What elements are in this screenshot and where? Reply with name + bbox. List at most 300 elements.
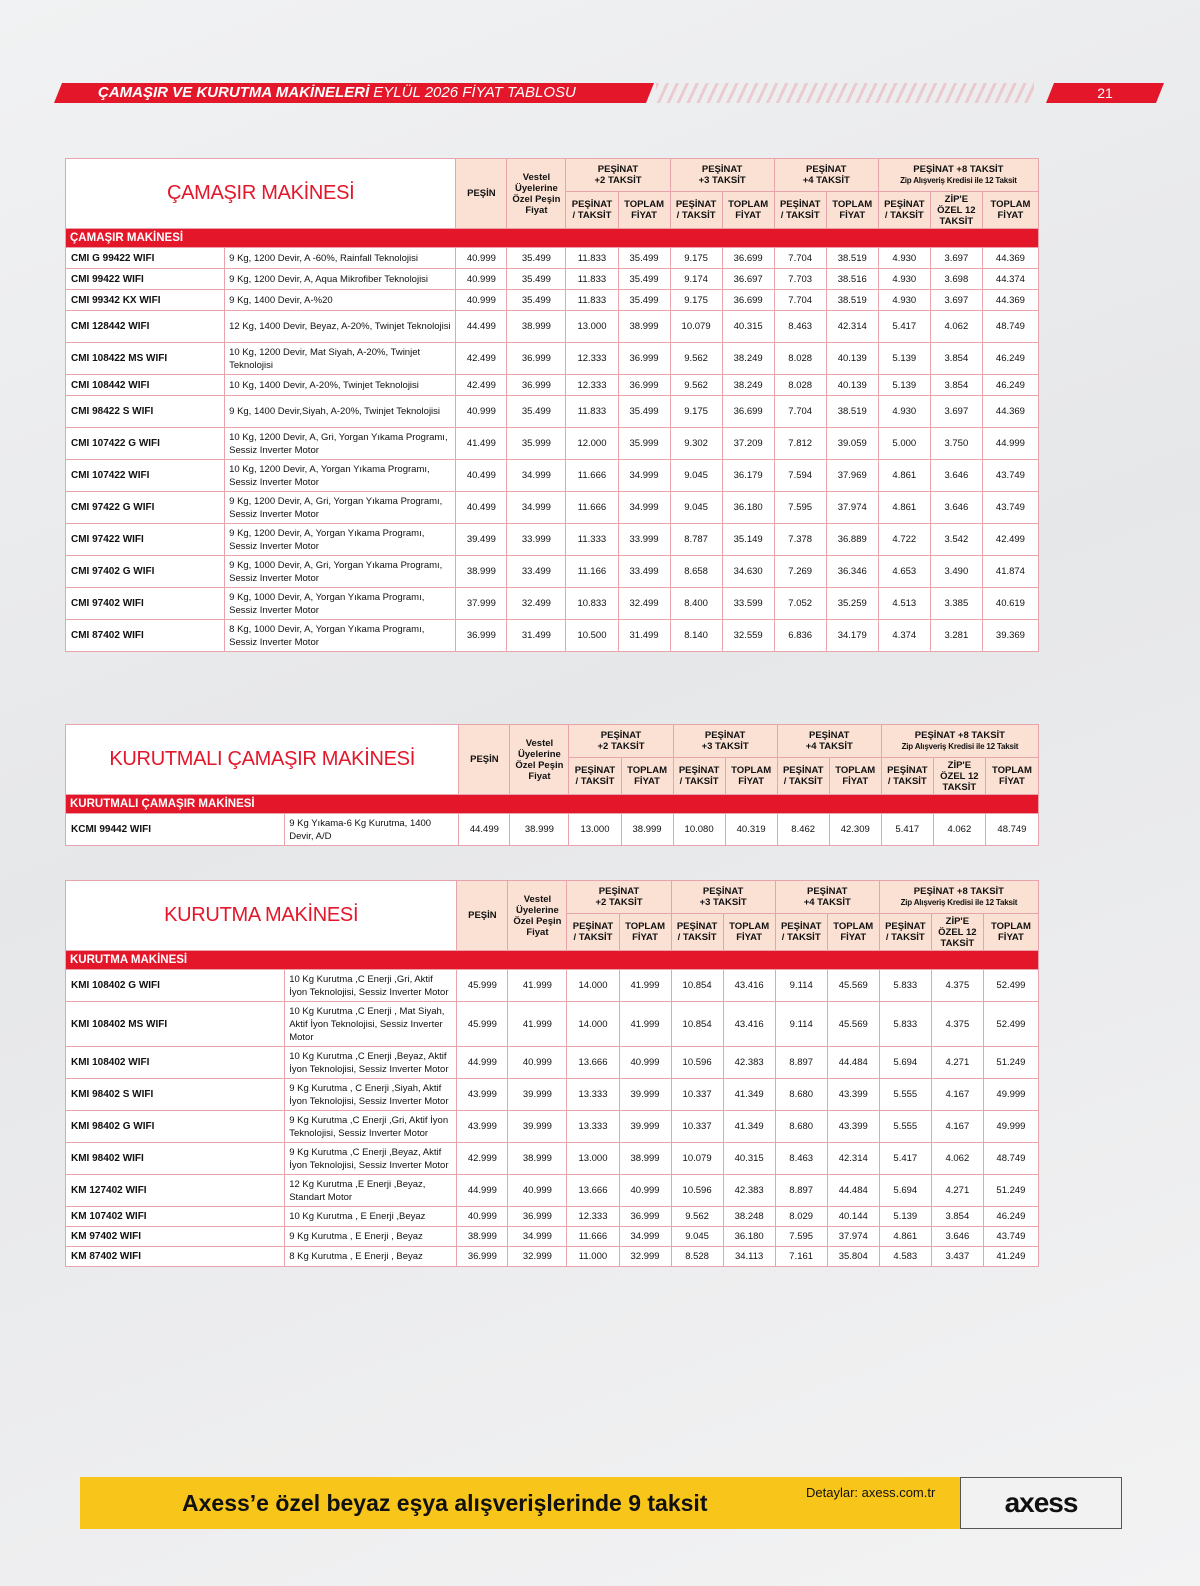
model-cell: CMI 97422 G WIFI (66, 492, 225, 524)
price-cell: 35.499 (507, 269, 566, 290)
price-cell: 34.999 (619, 1227, 671, 1247)
price-cell: 33.999 (618, 524, 670, 556)
price-cell: 42.499 (456, 375, 507, 396)
price-cell: 43.399 (827, 1079, 879, 1111)
price-cell: 9.114 (775, 1002, 827, 1047)
price-cell: 36.179 (722, 460, 774, 492)
price-cell: 45.569 (827, 970, 879, 1002)
model-cell: KMI 98402 G WIFI (66, 1111, 285, 1143)
price-cell: 4.930 (878, 269, 930, 290)
price-cell: 10.596 (671, 1047, 723, 1079)
price-cell: 32.999 (508, 1247, 567, 1267)
price-cell: 5.694 (879, 1047, 931, 1079)
page-title (98, 84, 576, 102)
price-cell: 38.519 (826, 290, 878, 311)
price-cell: 41.999 (508, 1002, 567, 1047)
table-row (66, 970, 1039, 1002)
col-toplam-fiyat: TOPLAM FİYAT (985, 758, 1038, 795)
price-cell: 46.249 (983, 1207, 1038, 1227)
price-cell: 9.302 (670, 428, 722, 460)
axess-logo (960, 1477, 1122, 1529)
price-cell: 36.999 (618, 375, 670, 396)
table-title: KURUTMALI ÇAMAŞIR MAKİNESİ (66, 725, 459, 795)
price-cell: 38.519 (826, 248, 878, 269)
table-row (66, 1207, 1039, 1227)
price-cell: 5.139 (878, 343, 930, 375)
price-cell: 48.749 (982, 311, 1038, 343)
price-cell: 32.999 (619, 1247, 671, 1267)
price-cell: 8.028 (774, 343, 826, 375)
price-cell: 44.369 (982, 290, 1038, 311)
price-cell: 36.999 (507, 343, 566, 375)
price-cell: 10.833 (566, 588, 618, 620)
price-cell: 34.630 (722, 556, 774, 588)
description-cell: 9 Kg Yıkama-6 Kg Kurutma, 1400 Devir, A/D (285, 814, 459, 846)
table-row (66, 428, 1039, 460)
price-cell: 40.999 (619, 1175, 671, 1207)
price-cell: 3.437 (931, 1247, 983, 1267)
col-group-8-taksit: PEŞİNAT +8 TAKSİT Zip Alışveriş Kredisi ile 12 Taksit (881, 725, 1038, 758)
price-cell: 40.999 (508, 1047, 567, 1079)
price-cell: 4.930 (878, 248, 930, 269)
price-cell: 11.333 (566, 524, 618, 556)
col-group-4-taksit: PEŞİNAT +4 TAKSİT (774, 159, 878, 192)
col-vestel: Vestel Üyelerine Özel Peşin Fiyat (507, 159, 566, 229)
price-cell: 38.999 (618, 311, 670, 343)
description-cell: 9 Kg, 1400 Devir, A-%20 (225, 290, 456, 311)
col-group-3-taksit: PEŞİNAT +3 TAKSİT (671, 881, 775, 914)
price-cell: 9.045 (670, 460, 722, 492)
price-cell: 40.499 (456, 492, 507, 524)
description-cell: 10 Kg Kurutma , E Enerji ,Beyaz (285, 1207, 457, 1227)
col-zip-ozel-12-taksit: ZİP'E ÖZEL 12 TAKSİT (931, 914, 983, 951)
description-cell: 8 Kg, 1000 Devir, A, Yorgan Yıkama Programı, Sessiz Inverter Motor (225, 620, 456, 652)
description-cell: 10 Kg, 1200 Devir, A, Gri, Yorgan Yıkama Programı, Sessiz Inverter Motor (225, 428, 456, 460)
price-cell: 40.315 (722, 311, 774, 343)
price-cell: 43.749 (982, 460, 1038, 492)
price-cell: 39.499 (456, 524, 507, 556)
price-cell: 3.385 (930, 588, 982, 620)
price-cell: 43.399 (827, 1111, 879, 1143)
price-cell: 4.062 (931, 1143, 983, 1175)
price-cell: 4.930 (878, 396, 930, 428)
table-row (66, 1111, 1039, 1143)
price-cell: 42.499 (982, 524, 1038, 556)
description-cell: 9 Kg, 1200 Devir, A -60%, Rainfall Teknolojisi (225, 248, 456, 269)
price-cell: 44.999 (457, 1047, 508, 1079)
price-cell: 41.999 (508, 970, 567, 1002)
price-cell: 43.999 (457, 1111, 508, 1143)
header-stripes (656, 83, 1034, 103)
col-pesinat-taksit: PEŞİNAT / TAKSİT (673, 758, 725, 795)
price-cell: 5.000 (878, 428, 930, 460)
price-cell: 46.249 (982, 343, 1038, 375)
page-number: 21 (1097, 85, 1113, 101)
price-cell: 9.114 (775, 970, 827, 1002)
model-cell: KCMI 99442 WIFI (66, 814, 285, 846)
price-cell: 5.833 (879, 970, 931, 1002)
price-cell: 7.704 (774, 248, 826, 269)
price-cell: 35.499 (618, 248, 670, 269)
price-cell: 11.833 (566, 396, 618, 428)
price-cell: 39.999 (508, 1111, 567, 1143)
price-cell: 34.179 (826, 620, 878, 652)
price-cell: 42.314 (827, 1143, 879, 1175)
promo-details-link[interactable]: Detaylar: axess.com.tr (806, 1485, 936, 1500)
price-cell: 36.999 (456, 620, 507, 652)
page-title-bold: ÇAMAŞIR VE KURUTMA MAKİNELERİ (98, 84, 370, 101)
price-cell: 8.680 (775, 1111, 827, 1143)
price-cell: 4.930 (878, 290, 930, 311)
price-cell: 5.417 (881, 814, 933, 846)
price-cell: 40.139 (826, 375, 878, 396)
price-cell: 33.499 (507, 556, 566, 588)
model-cell: CMI 87402 WIFI (66, 620, 225, 652)
price-cell: 43.749 (982, 492, 1038, 524)
page-title-rest: EYLÜL 2026 FİYAT TABLOSU (373, 84, 576, 101)
price-cell: 8.897 (775, 1047, 827, 1079)
price-cell: 44.374 (982, 269, 1038, 290)
price-cell: 40.999 (456, 248, 507, 269)
price-cell: 13.666 (567, 1047, 619, 1079)
col-group-2-taksit: PEŞİNAT +2 TAKSİT (566, 159, 670, 192)
price-cell: 9.562 (670, 375, 722, 396)
price-cell: 36.346 (826, 556, 878, 588)
col-pesinat-taksit: PEŞİNAT / TAKSİT (671, 914, 723, 951)
price-cell: 36.999 (507, 375, 566, 396)
price-cell: 4.167 (931, 1079, 983, 1111)
price-cell: 9.562 (671, 1207, 723, 1227)
model-cell: KMI 108402 MS WIFI (66, 1002, 285, 1047)
model-cell: CMI 99422 WIFI (66, 269, 225, 290)
price-cell: 41.999 (619, 1002, 671, 1047)
price-cell: 9.175 (670, 248, 722, 269)
price-cell: 51.249 (983, 1175, 1038, 1207)
description-cell: 10 Kg Kurutma ,C Enerji ,Gri, Aktif İyon Teknolojisi, Sessiz Inverter Motor (285, 970, 457, 1002)
price-cell: 12.333 (566, 343, 618, 375)
col-zip-ozel-12-taksit: ZİP'E ÖZEL 12 TAKSİT (933, 758, 985, 795)
price-cell: 4.653 (878, 556, 930, 588)
description-cell: 9 Kg Kurutma , C Enerji ,Siyah, Aktif İyon Teknolojisi, Sessiz Inverter Motor (285, 1079, 457, 1111)
price-cell: 32.499 (618, 588, 670, 620)
price-cell: 37.974 (827, 1227, 879, 1247)
price-cell: 11.833 (566, 269, 618, 290)
model-cell: KM 87402 WIFI (66, 1247, 285, 1267)
col-toplam-fiyat: TOPLAM FİYAT (829, 758, 881, 795)
price-cell: 9.175 (670, 290, 722, 311)
price-cell: 39.059 (826, 428, 878, 460)
description-cell: 10 Kg Kurutma ,C Enerji , Mat Siyah, Aktif İyon Teknolojisi, Sessiz Inverter Motor (285, 1002, 457, 1047)
col-group-3-taksit: PEŞİNAT +3 TAKSİT (670, 159, 774, 192)
price-cell: 10.080 (673, 814, 725, 846)
col-toplam-fiyat: TOPLAM FİYAT (827, 914, 879, 951)
price-cell: 3.542 (930, 524, 982, 556)
price-cell: 11.666 (566, 460, 618, 492)
table-row (66, 1247, 1039, 1267)
col-group-2-taksit: PEŞİNAT +2 TAKSİT (569, 725, 673, 758)
model-cell: CMI 97402 G WIFI (66, 556, 225, 588)
price-cell: 42.999 (457, 1143, 508, 1175)
col-pesinat-taksit: PEŞİNAT / TAKSİT (774, 192, 826, 229)
price-cell: 38.248 (723, 1207, 775, 1227)
price-cell: 35.499 (618, 269, 670, 290)
col-toplam-fiyat: TOPLAM FİYAT (621, 758, 673, 795)
price-cell: 38.999 (621, 814, 673, 846)
price-cell: 41.349 (723, 1079, 775, 1111)
price-cell: 8.528 (671, 1247, 723, 1267)
table-title: KURUTMA MAKİNESİ (66, 881, 457, 951)
table-row (66, 588, 1039, 620)
price-cell: 36.697 (722, 269, 774, 290)
price-cell: 31.499 (618, 620, 670, 652)
price-cell: 35.999 (618, 428, 670, 460)
price-cell: 3.646 (931, 1227, 983, 1247)
price-cell: 43.416 (723, 1002, 775, 1047)
model-cell: CMI 97422 WIFI (66, 524, 225, 556)
col-group-2-taksit: PEŞİNAT +2 TAKSİT (567, 881, 671, 914)
model-cell: CMI 98422 S WIFI (66, 396, 225, 428)
price-cell: 7.052 (774, 588, 826, 620)
price-cell: 4.861 (878, 460, 930, 492)
price-cell: 44.484 (827, 1047, 879, 1079)
price-cell: 36.999 (457, 1247, 508, 1267)
model-cell: KMI 108402 WIFI (66, 1047, 285, 1079)
description-cell: 9 Kg, 1000 Devir, A, Gri, Yorgan Yıkama Programı, Sessiz Inverter Motor (225, 556, 456, 588)
price-cell: 8.463 (774, 311, 826, 343)
col-toplam-fiyat: TOPLAM FİYAT (982, 192, 1038, 229)
axess-logo-text: axess (1004, 1487, 1078, 1518)
price-cell: 4.513 (878, 588, 930, 620)
table-row (66, 311, 1039, 343)
price-cell: 36.180 (723, 1227, 775, 1247)
price-cell: 31.499 (507, 620, 566, 652)
model-cell: KM 107402 WIFI (66, 1207, 285, 1227)
price-cell: 39.999 (619, 1079, 671, 1111)
price-cell: 7.594 (774, 460, 826, 492)
price-cell: 13.000 (566, 311, 618, 343)
table-row (66, 556, 1039, 588)
description-cell: 9 Kg, 1200 Devir, A, Gri, Yorgan Yıkama Programı, Sessiz Inverter Motor (225, 492, 456, 524)
col-pesinat-taksit: PEŞİNAT / TAKSİT (567, 914, 619, 951)
price-cell: 34.999 (508, 1227, 567, 1247)
col-toplam-fiyat: TOPLAM FİYAT (722, 192, 774, 229)
price-cell: 38.999 (507, 311, 566, 343)
col-toplam-fiyat: TOPLAM FİYAT (723, 914, 775, 951)
description-cell: 10 Kg, 1200 Devir, Mat Siyah, A-20%, Twinjet Teknolojisi (225, 343, 456, 375)
col-vestel: Vestel Üyelerine Özel Peşin Fiyat (510, 725, 569, 795)
price-cell: 40.999 (456, 396, 507, 428)
dryer-table (65, 880, 1039, 1267)
price-cell: 52.499 (983, 970, 1038, 1002)
table-row (66, 524, 1039, 556)
price-cell: 44.499 (456, 311, 507, 343)
price-cell: 10.079 (671, 1143, 723, 1175)
price-cell: 49.999 (983, 1079, 1038, 1111)
price-cell: 5.555 (879, 1111, 931, 1143)
price-cell: 40.319 (725, 814, 777, 846)
price-cell: 3.697 (930, 290, 982, 311)
model-cell: CMI 97402 WIFI (66, 588, 225, 620)
price-cell: 42.383 (723, 1047, 775, 1079)
price-cell: 37.999 (456, 588, 507, 620)
col-toplam-fiyat: TOPLAM FİYAT (725, 758, 777, 795)
description-cell: 9 Kg, 1400 Devir,Siyah, A-20%, Twinjet Teknolojisi (225, 396, 456, 428)
col-pesinat-taksit: PEŞİNAT / TAKSİT (566, 192, 618, 229)
price-cell: 12.333 (566, 375, 618, 396)
price-cell: 40.315 (723, 1143, 775, 1175)
price-cell: 42.314 (826, 311, 878, 343)
price-cell: 7.812 (774, 428, 826, 460)
price-cell: 40.999 (456, 269, 507, 290)
model-cell: KMI 98402 WIFI (66, 1143, 285, 1175)
description-cell: 9 Kg Kurutma ,C Enerji ,Beyaz, Aktif İyon Teknolojisi, Sessiz Inverter Motor (285, 1143, 457, 1175)
price-cell: 35.149 (722, 524, 774, 556)
col-pesinat-taksit: PEŞİNAT / TAKSİT (569, 758, 621, 795)
price-cell: 38.999 (456, 556, 507, 588)
price-cell: 8.658 (670, 556, 722, 588)
price-cell: 8.463 (775, 1143, 827, 1175)
col-group-8-taksit: PEŞİNAT +8 TAKSİT Zip Alışveriş Kredisi ile 12 Taksit (878, 159, 1038, 192)
price-cell: 36.999 (508, 1207, 567, 1227)
col-pesinat-taksit: PEŞİNAT / TAKSİT (879, 914, 931, 951)
col-zip-ozel-12-taksit: ZİP'E ÖZEL 12 TAKSİT (930, 192, 982, 229)
price-cell: 3.646 (930, 492, 982, 524)
price-cell: 4.271 (931, 1047, 983, 1079)
price-cell: 37.969 (826, 460, 878, 492)
price-cell: 4.167 (931, 1111, 983, 1143)
model-cell: KMI 108402 G WIFI (66, 970, 285, 1002)
price-cell: 5.417 (879, 1143, 931, 1175)
description-cell: 9 Kg, 1200 Devir, A, Yorgan Yıkama Programı, Sessiz Inverter Motor (225, 524, 456, 556)
price-cell: 7.269 (774, 556, 826, 588)
price-cell: 41.349 (723, 1111, 775, 1143)
price-cell: 9.045 (670, 492, 722, 524)
price-cell: 3.697 (930, 248, 982, 269)
price-cell: 38.249 (722, 343, 774, 375)
price-cell: 14.000 (567, 1002, 619, 1047)
price-cell: 41.249 (983, 1247, 1038, 1267)
price-cell: 41.499 (456, 428, 507, 460)
price-cell: 37.209 (722, 428, 774, 460)
section-label: KURUTMALI ÇAMAŞIR MAKİNESİ (66, 795, 1039, 814)
col-group-8-taksit: PEŞİNAT +8 TAKSİT Zip Alışveriş Kredisi ile 12 Taksit (879, 881, 1038, 914)
price-cell: 37.974 (826, 492, 878, 524)
price-cell: 11.833 (566, 290, 618, 311)
description-cell: 9 Kg Kurutma ,C Enerji ,Gri, Aktif İyon Teknolojisi, Sessiz Inverter Motor (285, 1111, 457, 1143)
price-cell: 39.369 (982, 620, 1038, 652)
price-cell: 45.999 (457, 1002, 508, 1047)
price-cell: 11.666 (567, 1227, 619, 1247)
price-cell: 35.499 (618, 396, 670, 428)
price-cell: 38.999 (508, 1143, 567, 1175)
table-row (66, 1227, 1039, 1247)
price-cell: 38.249 (722, 375, 774, 396)
table-row (66, 375, 1039, 396)
price-cell: 35.999 (507, 428, 566, 460)
price-cell: 7.595 (774, 492, 826, 524)
washing-machine-table (65, 158, 1039, 652)
price-cell: 40.999 (619, 1047, 671, 1079)
price-cell: 5.833 (879, 1002, 931, 1047)
price-cell: 10.500 (566, 620, 618, 652)
price-cell: 44.999 (982, 428, 1038, 460)
price-cell: 7.704 (774, 396, 826, 428)
price-cell: 8.897 (775, 1175, 827, 1207)
table-row (66, 460, 1039, 492)
price-cell: 44.999 (457, 1175, 508, 1207)
price-cell: 13.000 (569, 814, 621, 846)
price-cell: 3.697 (930, 396, 982, 428)
price-cell: 9.175 (670, 396, 722, 428)
price-cell: 33.999 (507, 524, 566, 556)
price-cell: 8.028 (774, 375, 826, 396)
model-cell: CMI G 99422 WIFI (66, 248, 225, 269)
price-cell: 11.833 (566, 248, 618, 269)
price-cell: 38.999 (457, 1227, 508, 1247)
price-cell: 44.369 (982, 248, 1038, 269)
price-cell: 43.749 (983, 1227, 1038, 1247)
price-cell: 35.499 (618, 290, 670, 311)
price-cell: 8.462 (777, 814, 829, 846)
price-cell: 12.000 (566, 428, 618, 460)
price-cell: 36.999 (619, 1207, 671, 1227)
price-cell: 10.854 (671, 970, 723, 1002)
price-cell: 9.562 (670, 343, 722, 375)
price-cell: 4.861 (878, 492, 930, 524)
col-group-3-taksit: PEŞİNAT +3 TAKSİT (673, 725, 777, 758)
price-cell: 34.999 (618, 492, 670, 524)
price-cell: 44.499 (459, 814, 510, 846)
price-cell: 33.499 (618, 556, 670, 588)
price-cell: 41.999 (619, 970, 671, 1002)
price-cell: 35.259 (826, 588, 878, 620)
price-cell: 33.599 (722, 588, 774, 620)
price-cell: 14.000 (567, 970, 619, 1002)
table-row (66, 1143, 1039, 1175)
price-cell: 52.499 (983, 1002, 1038, 1047)
model-cell: CMI 128442 WIFI (66, 311, 225, 343)
model-cell: KM 127402 WIFI (66, 1175, 285, 1207)
table-row (66, 343, 1039, 375)
description-cell: 10 Kg Kurutma ,C Enerji ,Beyaz, Aktif İyon Teknolojisi, Sessiz Inverter Motor (285, 1047, 457, 1079)
price-cell: 10.337 (671, 1079, 723, 1111)
promo-footer (80, 1477, 1122, 1529)
price-cell: 10.596 (671, 1175, 723, 1207)
price-cell: 3.854 (931, 1207, 983, 1227)
price-cell: 4.374 (878, 620, 930, 652)
table-row (66, 290, 1039, 311)
description-cell: 12 Kg, 1400 Devir, Beyaz, A-20%, Twinjet Teknolojisi (225, 311, 456, 343)
price-cell: 10.854 (671, 1002, 723, 1047)
price-cell: 3.750 (930, 428, 982, 460)
price-cell: 44.484 (827, 1175, 879, 1207)
description-cell: 9 Kg Kurutma , E Enerji , Beyaz (285, 1227, 457, 1247)
model-cell: KMI 98402 S WIFI (66, 1079, 285, 1111)
price-cell: 4.062 (933, 814, 985, 846)
price-cell: 7.595 (775, 1227, 827, 1247)
price-cell: 3.698 (930, 269, 982, 290)
price-cell: 34.999 (507, 492, 566, 524)
price-cell: 36.999 (618, 343, 670, 375)
price-cell: 45.569 (827, 1002, 879, 1047)
price-cell: 32.499 (507, 588, 566, 620)
col-vestel: Vestel Üyelerine Özel Peşin Fiyat (508, 881, 567, 951)
col-toplam-fiyat: TOPLAM FİYAT (826, 192, 878, 229)
promo-slogan: Axess’e özel beyaz eşya alışverişlerinde 9 taksit (182, 1490, 708, 1516)
description-cell: 8 Kg Kurutma , E Enerji , Beyaz (285, 1247, 457, 1267)
model-cell: CMI 99342 KX WIFI (66, 290, 225, 311)
price-cell: 34.999 (507, 460, 566, 492)
